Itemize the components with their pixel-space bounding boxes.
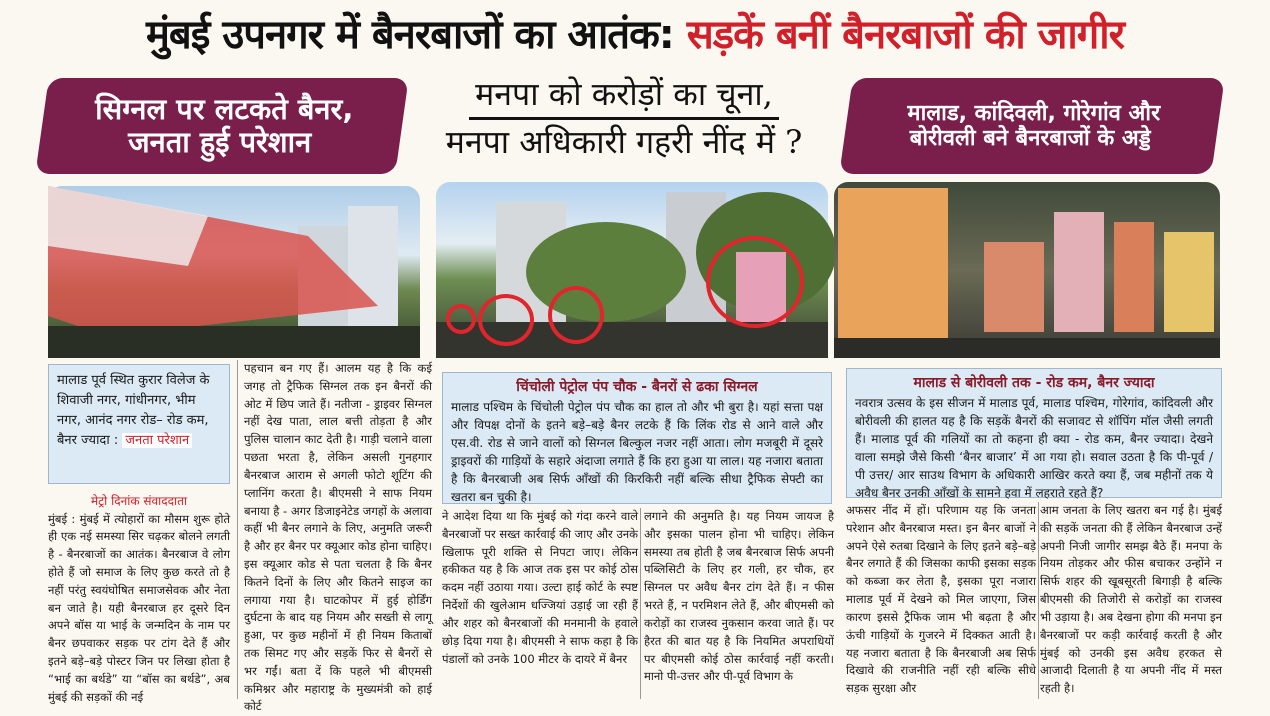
red-circle-4 bbox=[706, 236, 804, 328]
caption-kurar-village bbox=[48, 364, 230, 484]
banner-right-line1: मालाड, कांदिवली, गोरेगांव और bbox=[907, 100, 1161, 126]
caption2-title: चिंचोली पेट्रोल पंप चौक - बैनरों से ढका सिग्नल bbox=[516, 379, 758, 395]
column-divider bbox=[640, 508, 641, 699]
center-head-line2: मनपा अधिकारी गहरी नींद में ? bbox=[445, 122, 803, 161]
photo-banner-over-road-art bbox=[48, 186, 420, 358]
caption3-title: मालाड से बोरीवली तक - रोड कम, बैनर ज्यादा bbox=[913, 375, 1155, 391]
article-column-4: लगाने की अनुमति है। यह नियम जायज है और इसका पालन होना भी चाहिए। लेकिन समस्या तब होती है जब बैनरबाज सिर्फ अपनी पब्लिसिटी के लिए हर गली, हर चौक, हर सिग्नल पर अवैध बैनर टांग देते हैं। न फीस भरते हैं, न परमिशन लेते हैं, और बीएमसी को करोड़ों का राजस्व नुकसान करवा जाते हैं। पर हैरत की बात यह है कि नियमित अपराधियों पर बीएमसी कोई ठोस कार्रवाई नहीं करती। मानो पी-उत्तर और पी-पूर्व विभाग के bbox=[644, 509, 834, 684]
banner-right-line2: बोरीवली बने बैनरबाजों के अड्डे bbox=[909, 126, 1151, 151]
article-column-1 bbox=[48, 492, 230, 704]
caption-chincholi bbox=[442, 372, 832, 504]
banner-right bbox=[839, 78, 1224, 174]
caption1-badge: जनता परेशान bbox=[122, 433, 192, 448]
caption2-text: मालाड पश्चिम के चिंचोली पेट्रोल पंप चौक का हाल तो और भी बुरा है। यहां सत्ता पक्ष और विपक्ष दोनों के इतने बड़े–बड़े बैनर लटके हैं कि लिंक रोड से आने वाले और एस.वी. रोड से जाने वालों को सिग्नल बिल्कुल नजर नहीं आता। लोग मजबूरी में दूसरे ड्राइवरों की गाड़ियों के सहारे अंदाजा लगाते हैं कि हरा हुआ या लाल। यह नजारा बताता है कि बैनरबाजी अब सिर्फ आँखों की किरकिरी नहीं बल्कि सीधा ट्रैफिक सेफ्टी का खतरा बन चुकी है। bbox=[451, 400, 823, 504]
column-divider bbox=[1038, 502, 1039, 699]
red-circle-2 bbox=[478, 294, 534, 346]
banner-left-line2: जनता हुई परेशान bbox=[128, 125, 312, 159]
photo-junction-banners bbox=[436, 182, 828, 358]
caption1-text: मालाड पूर्व स्थित कुरार विलेज के शिवाजी नगर, गांधीनगर, भीम नगर, आनंद नगर रोड– रोड कम, बैनर ज्यादा : bbox=[57, 373, 210, 449]
red-circle-1 bbox=[446, 304, 476, 334]
center-head-line1: मनपा को करोड़ों का चूना, bbox=[469, 72, 779, 120]
column-divider bbox=[237, 360, 238, 699]
photo-banner-over-road bbox=[48, 186, 420, 358]
caption-malad-borivali bbox=[846, 368, 1222, 498]
red-circle-3 bbox=[548, 286, 604, 344]
caption3-text: नवरात्र उत्सव के इस सीजन में मालाड पूर्व, मालाड पश्चिम, गोरेगांव, कांदिवली और बोरीवली की हालत यह है कि सड़कें बैनरों की सजावट से शॉपिंग मॉल जैसी लगती हैं। मालाड पूर्व की गलियों का तो कहना ही क्या - रोड कम, बैनर ज्यादा। देखने वाला समझे जैसे किसी ‘बैनर बाजार’ में आ गया हो। सवाल उठता है कि पी-पूर्व / पी उत्तर/ आर साउथ विभाग के अधिकारी आखिर करते क्या हैं, जब महीनों तक ये अवैध बैनर उनकी आँखों के सामने हवा में लहराते रहते हैं? bbox=[855, 396, 1213, 500]
column-1-text: मुंबई : मुंबई में त्योहारों का मौसम शुरू होते ही एक नई समस्या सिर चढ़कर बोलने लगती है - बैनरबाजों का आतंक। बैनरबाज वे लोग होते हैं जो समाज के लिए कुछ करते तो है नहीं परंतु स्वयंघोषित समाजसेवक और नेता बन जाते है। यही बैनरबाज हर दूसरे दिन अपने बॉस या भाई के जन्मदिन के नाम पर बैनर छपवाकर सड़क पर टांग देते हैं और इतने बड़े–बड़े पोस्टर जिन पर लिखा होता है “भाई का बर्थडे” या “बॉस का बर्थडे”, अब मुंबई की सड़कों की नई bbox=[48, 511, 230, 704]
article-column-3: ने आदेश दिया था कि मुंबई को गंदा करने वाले बैनरबाजों पर सख्त कार्रवाई की जाए और उनके खिलाफ पूरी शक्ति से निपटा जाए। लेकिन हकीकत यह है कि आज तक इस पर कोई ठोस कदम नहीं उठाया गया। उल्टा हाई कोर्ट के स्पष्ट निर्देशों की खुलेआम धज्जियां उड़ाई जा रही हैं और शहर को बैनरबाजों की मनमानी के हवाले छोड़ दिया गया है। बीएमसी ने साफ कहा है कि पंडालों को उनके 100 मीटर के दायरे में बैनर bbox=[442, 509, 638, 666]
headline-part1: मुंबई उपनगर में बैनरबाजों का आतंक: bbox=[146, 11, 674, 58]
article-column-6: आम जनता के लिए खतरा बन गई है। मुंबई की सड़कें जनता की हैं लेकिन बैनरबाज उन्हें अपनी निजी जागीर समझ बैठे हैं। मनपा के नियम तोड़कर और फीस बचाकर उन्होंने न सिर्फ शहर की खूबसूरती बिगाड़ी है बल्कि बीएमसी की तिजोरी से करोड़ों का राजस्व भी उड़ाया है। अब देखना होगा की मनपा इन बैनरबाजों पर कड़ी कार्रवाई करती है और मुंबई को उनकी इस अवैध हरकत से आजादी दिलाती है या अपनी नींद में मस्त रहती है। bbox=[1040, 503, 1222, 696]
article-column-2: पहचान बन गए हैं। आलम यह है कि कई जगह तो ट्रैफिक सिग्नल तक इन बैनरों की ओट में छिप जाते हैं। नतीजा - ड्राइवर सिग्नल नहीं देख पाता, लाल बत्ती तोड़ता है और पुलिस चालान काट देती है। गाड़ी चलाने वाला पछता भरता है, लेकिन असली गुनहगार बैनरबाज आराम से अगली फोटो शूटिंग की प्लानिंग करता है। बीएमसी ने साफ नियम बनाया है - अगर डिजाइनेटेड जगहों के अलावा कहीं भी बैनर लगाने के लिए, अनुमति जरूरी है और हर बैनर पर क्यूआर कोड होना चाहिए। इस क्यूआर कोड से पता चलता है कि बैनर कितने दिनों के लिए और कितने साइज का लगाया गया है। घाटकोपर में हुई होर्डिंग दुर्घटना के बाद यह नियम और सख्ती से लागू हुआ, पर कुछ महीनों में ही नियम किताबों तक सिमट गए और सड़कें फिर से बैनरों से भर गईं। बता दें कि पहले भी बीएमसी कमिश्नर और महाराष्ट्र के मुख्यमंत्री को हाई कोर्ट bbox=[244, 361, 432, 714]
article-column-5: अफसर नींद में हों। परिणाम यह कि जनता परेशान और बैनरबाज मस्त। इन बैनर बाजों ने अपने ऐसे रुतबा दिखाने के लिए इतने बड़े–बड़े बैनर लगाते हैं की जिसका काफी इसका सड़क को कब्जा कर लेता है, इसका पूरा नजारा मालाड पूर्व में देखने को मिल जाएगा, जिस कारण इससे ट्रैफिक जाम भी बढ़ता है और ऊंची गाड़ियों के गुजरने में दिक्कत आती है। यह नजारा बताता है कि बैनरबाजी अब सिर्फ दिखावे की राजनीति नहीं रही बल्कि सीधे सड़क सुरक्षा और bbox=[846, 503, 1036, 696]
photo-row-of-banners-art bbox=[834, 182, 1220, 358]
banner-left bbox=[35, 78, 408, 174]
byline: मेट्रो दिनांक संवाददाता bbox=[90, 494, 188, 508]
banner-left-line1: सिग्नल पर लटकते बैनर, bbox=[95, 91, 354, 126]
headline-part2: सड़कें बनीं बैनरबाजों की जागीर bbox=[686, 11, 1124, 58]
page-headline bbox=[0, 0, 1270, 64]
center-subheadline bbox=[418, 72, 830, 184]
photo-row-of-banners bbox=[834, 182, 1220, 358]
